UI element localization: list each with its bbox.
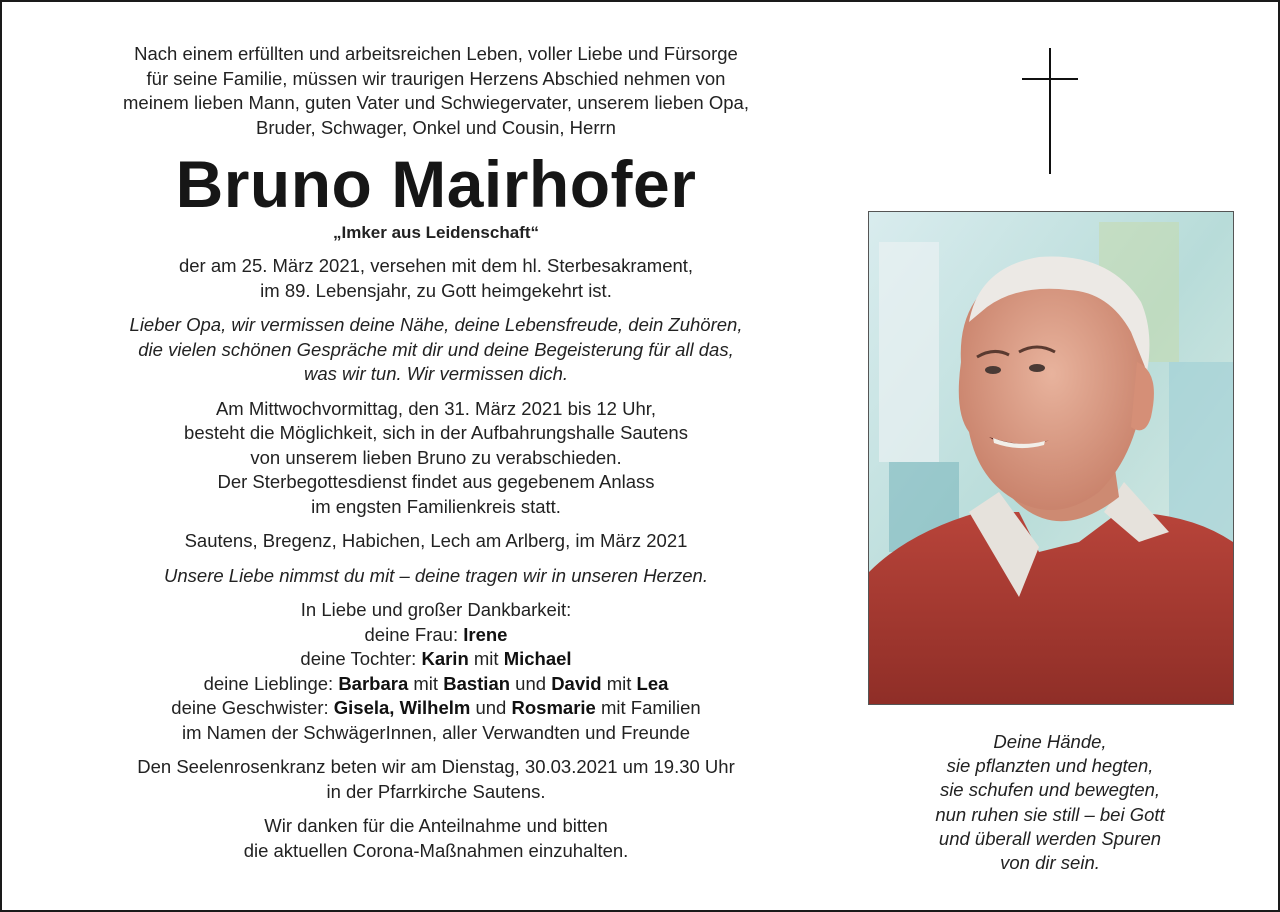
portrait-photo	[868, 211, 1234, 705]
rosary-line: Den Seelenrosenkranz beten wir am Dienstag, 30.03.2021 um 19.30 Uhr	[137, 756, 735, 777]
poem-line: nun ruhen sie still – bei Gott	[935, 803, 1165, 825]
death-line: der am 25. März 2021, versehen mit dem hl. Sterbesakrament,	[178, 255, 694, 276]
poem-line: sie pflanzten und hegten,	[946, 755, 1154, 777]
places-date: Sautens, Bregenz, Habichen, Lech am Arlberg, im März 2021	[184, 530, 688, 551]
thanks-line: Wir danken für die Anteilnahme und bitten	[264, 815, 608, 836]
farewell-line: Der Sterbegottesdienst findet aus gegebenem Anlass	[217, 471, 655, 492]
intro-paragraph	[42, 42, 830, 140]
message-line: was wir tun. Wir vermissen dich.	[303, 363, 569, 384]
farewell-line: von unserem lieben Bruno zu verabschieden.	[250, 446, 622, 468]
intro-line: Bruder, Schwager, Onkel und Cousin, Herrn	[256, 116, 616, 138]
quote: Unsere Liebe nimmst du mit – deine tragen wir in unseren Herzen.	[164, 564, 708, 586]
portrait-illustration	[869, 212, 1233, 704]
poem-line: sie schufen und bewegten,	[939, 779, 1161, 801]
cross-icon	[1022, 48, 1078, 174]
mourner-daughter: deine Tochter: Karin mit Michael	[300, 648, 572, 669]
farewell-line: Am Mittwochvormittag, den 31. März 2021 bis 12 Uhr,	[215, 397, 657, 419]
mourner-others: im Namen der SchwägerInnen, aller Verwandten und Freunde	[181, 721, 691, 743]
mourners-list	[42, 598, 830, 745]
thanks-line: die aktuellen Corona-Maßnahmen einzuhalten.	[243, 839, 629, 861]
deceased-name: Bruno Mairhofer	[175, 147, 697, 221]
rosary-line: in der Pfarrkirche Sautens.	[326, 780, 546, 802]
rosary-paragraph	[42, 755, 830, 804]
grandchildren-message	[42, 313, 830, 387]
mourner-siblings: deine Geschwister: Gisela, Wilhelm und Rosmarie mit Familien	[171, 697, 701, 718]
poem	[868, 730, 1232, 875]
farewell-paragraph	[42, 397, 830, 520]
mourners-heading: In Liebe und großer Dankbarkeit:	[300, 599, 572, 620]
poem-line: und überall werden Spuren	[938, 827, 1162, 849]
farewell-line: im engsten Familienkreis statt.	[311, 495, 561, 517]
mourner-wife: deine Frau: Irene	[364, 623, 508, 645]
intro-line: meinem lieben Mann, guten Vater und Schwiegervater, unserem lieben Opa,	[123, 92, 749, 113]
intro-line: für seine Familie, müssen wir traurigen Herzens Abschied nehmen von	[146, 67, 726, 89]
poem-line: von dir sein.	[1000, 852, 1100, 874]
death-line: im 89. Lebensjahr, zu Gott heimgekehrt ist.	[260, 279, 612, 301]
obituary-text	[42, 42, 830, 863]
farewell-line: besteht die Möglichkeit, sich in der Aufbahrungshalle Sautens	[184, 422, 688, 443]
mourner-favorites: deine Lieblinge: Barbara mit Bastian und David mit Lea	[203, 672, 669, 694]
intro-line: Nach einem erfüllten und arbeitsreichen Leben, voller Liebe und Fürsorge	[134, 43, 738, 64]
poem-line: Deine Hände,	[993, 731, 1107, 752]
message-line: die vielen schönen Gespräche mit dir und deine Begeisterung für all das,	[138, 338, 734, 360]
motto: „Imker aus Leidenschaft“	[333, 223, 539, 242]
message-line: Lieber Opa, wir vermissen deine Nähe, deine Lebensfreude, dein Zuhören,	[129, 314, 743, 335]
thanks-paragraph	[42, 814, 830, 863]
death-paragraph	[42, 254, 830, 303]
